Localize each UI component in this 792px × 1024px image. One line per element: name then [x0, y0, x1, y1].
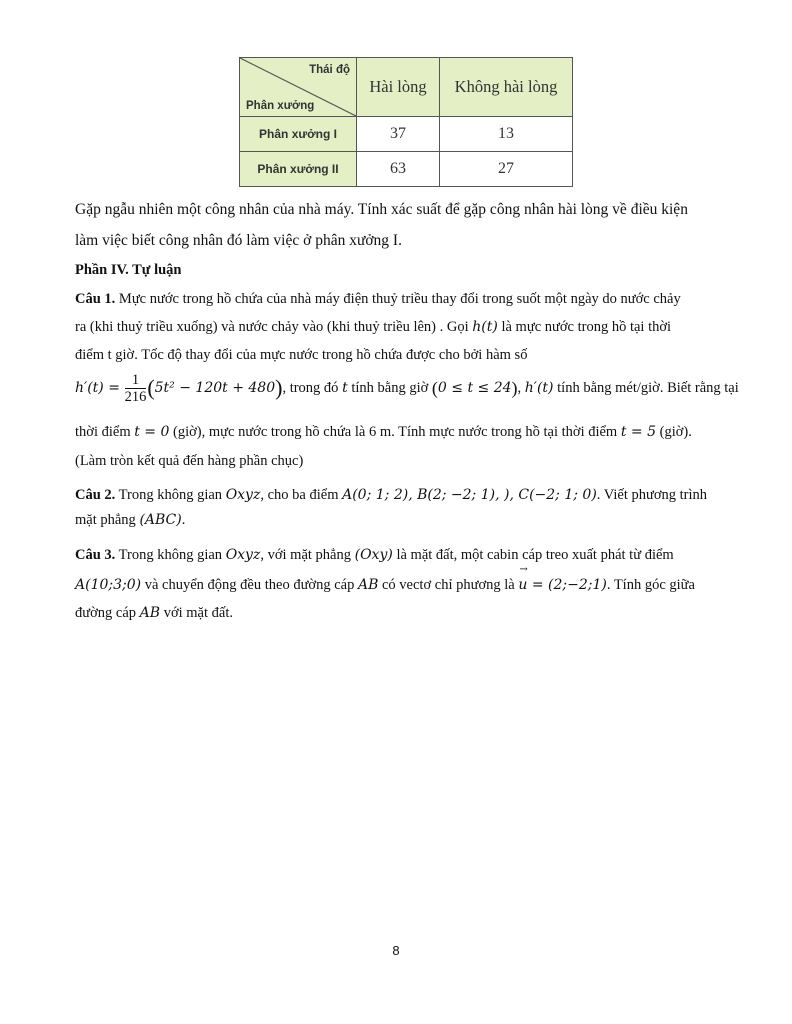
- q1-math: h′(t): [524, 379, 554, 396]
- q3-label: Câu 3.: [75, 547, 116, 563]
- table-row: [240, 117, 573, 152]
- page-number: 8: [392, 943, 400, 958]
- q1-math: h(t): [472, 319, 498, 335]
- q3-math: (Oxy): [354, 547, 393, 563]
- q3-line-2: [75, 564, 695, 594]
- q1-math-range: 0 ≤ t ≤ 24: [437, 379, 512, 396]
- header-not-satisfied: Không hài lòng: [440, 58, 573, 117]
- formula-fraction: [125, 372, 147, 405]
- q2-text: Trong không gian: [115, 487, 226, 503]
- formula-lhs: h′(t) =: [75, 379, 120, 396]
- q2-math: (ABC): [139, 512, 182, 528]
- q1-line-2: [75, 319, 671, 336]
- q1-text: (giờ).: [656, 424, 692, 440]
- intro-line-2: làm việc biết công nhân đó làm việc ở phân xưởng I.: [75, 232, 402, 249]
- q2-line-1: [75, 487, 707, 504]
- q2-points: A(0; 1; 2), B(2; −2; 1), ), C(−2; 1; 0): [342, 487, 597, 503]
- q3-text: có vectơ chỉ phương là: [378, 577, 519, 593]
- fraction-denominator: 216: [124, 389, 147, 405]
- q2-text: .: [181, 512, 186, 528]
- row-label: Phân xưởng I: [240, 117, 357, 152]
- corner-top-label: Thái độ: [309, 64, 350, 76]
- q1-formula-line: h′(t) = $\frac{1}{216}$ (5t² − 120t + 480), trong đó t tính bằng giờ (0 ≤ t ≤ 24), h′(t) tính bằng mét/giờ. Biết rằng tại: [75, 372, 739, 405]
- table-row: [240, 152, 573, 187]
- vector-arrow-icon: →: [519, 564, 528, 575]
- q1-text: ra (khi thuỷ triều xuống) và nước chảy vào (khi thuỷ triều lên) . Gọi: [75, 319, 473, 335]
- q3-text: với mặt đất.: [160, 605, 233, 621]
- q2-text: , cho ba điểm: [260, 487, 343, 503]
- q3-math: AB: [139, 605, 161, 621]
- table-corner-cell: [240, 58, 357, 117]
- q1-text: ,: [517, 379, 525, 396]
- q1-line-6: (Làm tròn kết quả đến hàng phần chục): [75, 453, 304, 469]
- q2-line-2: [75, 512, 185, 529]
- section-title: Phần IV. Tự luận: [75, 262, 182, 278]
- q2-math: Oxyz: [225, 487, 261, 503]
- q1-math: t = 5: [620, 424, 657, 440]
- vector-u: [518, 564, 528, 593]
- cell-value: 27: [440, 152, 573, 187]
- q3-text: và chuyển động đều theo đường cáp: [141, 577, 358, 593]
- row-label: Phân xưởng II: [240, 152, 357, 187]
- q1-line-1: [75, 291, 681, 308]
- q3-text: đường cáp: [75, 605, 140, 621]
- q3-text: Trong không gian: [115, 547, 226, 563]
- cell-value: 13: [440, 117, 573, 152]
- q1-line-5: [75, 424, 692, 441]
- q1-line-3: điểm t giờ. Tốc độ thay đổi của mực nước trong hồ chứa được cho bởi hàm số: [75, 347, 528, 363]
- q3-line-3: [75, 605, 233, 622]
- cell-value: 63: [357, 152, 440, 187]
- q1-text: là mực nước trong hồ tại thời: [497, 319, 672, 335]
- fraction-numerator: 1: [125, 372, 147, 389]
- header-satisfied: Hài lòng: [357, 58, 440, 117]
- formula-polynomial: 5t² − 120t + 480: [154, 379, 276, 396]
- intro-line-1: Gặp ngẫu nhiên một công nhân của nhà máy. Tính xác suất để gặp công nhân hài lòng về điều kiện: [75, 201, 688, 218]
- data-table: [239, 57, 573, 187]
- q3-math: = (2;−2;1): [527, 577, 607, 593]
- q1-math: t = 0: [134, 424, 170, 440]
- q3-text: , với mặt phẳng: [260, 547, 355, 563]
- q3-text: là mặt đất, một cabin cáp treo xuất phát từ điểm: [392, 547, 674, 563]
- q2-text: mặt phẳng: [75, 512, 140, 528]
- q1-text: tính bằng giờ: [347, 379, 432, 396]
- q1-text: , trong đó: [282, 379, 343, 396]
- q1-label: Câu 1.: [75, 291, 116, 307]
- q1-text: thời điểm: [75, 424, 135, 440]
- q1-math: t: [342, 379, 348, 396]
- q1-text: (giờ), mực nước trong hồ chứa là 6 m. Tính mực nước trong hồ tại thời điểm: [169, 424, 621, 440]
- q3-line-1: [75, 547, 674, 564]
- q3-text: . Tính góc giữa: [606, 577, 695, 593]
- cell-value: 37: [357, 117, 440, 152]
- q3-math: AB: [357, 577, 379, 593]
- q2-text: . Viết phương trình: [596, 487, 708, 503]
- vector-letter: u: [518, 577, 528, 593]
- q1-text: Mực nước trong hồ chứa của nhà máy điện thuỷ triều thay đổi trong suốt một ngày do nước chảy: [115, 291, 681, 307]
- corner-bottom-label: Phân xưởng: [246, 100, 315, 112]
- q2-label: Câu 2.: [75, 487, 116, 503]
- q3-math: A(10;3;0): [75, 577, 142, 593]
- q3-math: Oxyz: [225, 547, 261, 563]
- q1-text: tính bằng mét/giờ. Biết rằng tại: [553, 379, 739, 396]
